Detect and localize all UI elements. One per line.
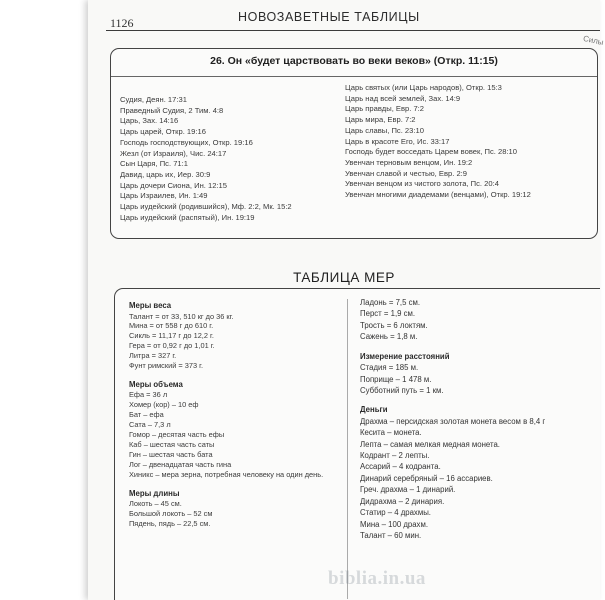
table-26-right-column (345, 83, 531, 201)
weight-section (129, 301, 323, 371)
list-item: Увенчан венцом из чистого золота, Пс. 20:4 (345, 179, 499, 189)
section-heading: Меры объема (129, 379, 183, 389)
list-item: Царь правды, Евр. 7:2 (345, 104, 425, 114)
list-item: Гера = от 0,92 г до 1,01 г. (129, 341, 215, 351)
list-item: Судия, Деян. 17:31 (120, 95, 187, 104)
list-item: Статир – 4 драхмы. (360, 508, 431, 518)
list-item: Мина – 100 драхм. (360, 519, 428, 529)
book-page (88, 0, 605, 600)
list-item: Ассарий – 4 кодранта. (360, 462, 441, 472)
list-item: Кодрант – 2 лепты. (360, 451, 430, 461)
list-item: Фунт римский = 373 г. (129, 361, 203, 371)
list-item: Пядень, пядь – 22,5 см. (129, 518, 211, 528)
running-head: НОВОЗАВЕТНЫЕ ТАБЛИЦЫ (238, 10, 420, 24)
list-item: Хиникс – мера зерна, потребная человеку на один день. (129, 469, 324, 479)
list-item: Талант – 60 мин. (360, 530, 422, 540)
column-divider (347, 299, 348, 599)
list-item: Сата – 7,3 л (129, 420, 171, 430)
money-section (360, 405, 545, 541)
measures-table-title: ТАБЛИЦА МЕР (293, 270, 395, 285)
list-item: Дидрахма – 2 динария. (360, 496, 445, 506)
list-item: Сикль = 11,17 г до 12,2 г. (129, 331, 214, 341)
list-item: Литра = 327 г. (129, 351, 177, 361)
volume-section (129, 380, 323, 480)
list-item: Ладонь = 7,5 см. (360, 298, 421, 307)
section-heading: Меры веса (129, 301, 172, 310)
list-item: Увенчан терновым венцом, Ин. 19:2 (345, 157, 473, 167)
list-item: Сын Царя, Пс. 71:1 (120, 159, 188, 169)
list-item: Перст = 1,9 см. (360, 309, 416, 319)
list-item: Греч. драхма – 1 динарий. (360, 485, 456, 495)
list-item: Каб – шестая часть саты (129, 439, 215, 449)
list-item: Большой локоть – 52 см (129, 509, 213, 518)
list-item: Господь будет восседать Царем вовек, Пс. 28:10 (345, 147, 518, 157)
list-item: Царь над всей землей, Зах. 14:9 (345, 93, 461, 103)
list-item: Царь в красоте Его, Ис. 33:17 (345, 136, 450, 146)
table-26-title: 26. Он «будет царствовать во веки веков» (Откр. 11:15) (210, 55, 498, 67)
section-heading: Деньги (360, 405, 388, 415)
page-number: 1126 (110, 16, 134, 30)
measures-right-column (360, 297, 545, 541)
list-item: Лог – двенадцатая часть гина (129, 459, 232, 469)
section-heading: Измерение расстояний (360, 351, 450, 361)
measures-left-column (129, 301, 323, 529)
list-item: Жезл (от Израиля), Чис. 24:17 (120, 148, 227, 158)
header-rule (106, 30, 600, 31)
list-item: Царь иудейский (распятый), Ин. 19:19 (120, 212, 255, 222)
list-item: Увенчан славой и честью, Евр. 2:9 (345, 168, 467, 178)
list-item: Царь, Зах. 14:16 (120, 116, 179, 126)
table-26-box (110, 48, 598, 239)
distance-section (360, 352, 545, 397)
list-item: Сажень = 1,8 м. (360, 332, 418, 342)
list-item: Динарий серебряный – 16 ассариев. (360, 473, 493, 483)
list-item: Господь господствующих, Откр. 19:16 (120, 137, 253, 147)
list-item: Трость = 6 локтям. (360, 320, 428, 330)
list-item: Давид, царь их, Иер. 30:9 (120, 169, 211, 179)
list-item: Царь мира, Евр. 7:2 (345, 115, 416, 125)
list-item: Царь дочери Сиона, Ин. 12:15 (120, 180, 227, 190)
list-item: Кесита – монета. (360, 428, 422, 438)
watermark: biblia.in.ua (328, 568, 426, 589)
section-heading: Меры длины (129, 488, 180, 498)
list-item: Поприще – 1 478 м. (360, 374, 432, 384)
list-item: Талант = от 33, 510 кг до 36 кг. (129, 311, 234, 321)
list-item: Царь иудейский (родившийся), Мф. 2:2, Мк. 15:2 (120, 202, 292, 212)
list-item: Стадия = 185 м. (360, 363, 419, 373)
list-item: Субботний путь = 1 км. (360, 385, 444, 395)
list-item: Мина = от 558 г до 610 г. (129, 321, 214, 331)
length-section (129, 489, 323, 529)
list-item: Ефа = 36 л (129, 390, 168, 400)
list-item: Лепта – самая мелкая медная монета. (360, 439, 500, 449)
list-item: Праведный Судия, 2 Тим. 4:8 (120, 105, 224, 115)
list-item: Царь царей, Откр. 19:16 (120, 127, 206, 137)
list-item: Хомер (кор) – 10 еф (129, 400, 199, 410)
list-item: Гин – шестая часть бата (129, 449, 213, 459)
list-item: Локоть – 45 см. (129, 499, 182, 509)
length-continued-section (360, 297, 545, 343)
list-item: Бат – ефа (129, 410, 164, 420)
side-tab: Силы (582, 33, 605, 48)
list-item: Гомор – десятая часть ефы (129, 430, 225, 440)
list-item: Царь Израилев, Ин. 1:49 (120, 191, 208, 201)
list-item: Царь славы, Пс. 23:10 (345, 125, 424, 135)
table-26-left-column (120, 95, 292, 223)
list-item: Увенчан многими диадемами (венцами), Откр. 19:12 (345, 190, 531, 200)
table-26-titlebar (111, 49, 597, 77)
list-item: Царь святых (или Царь народов), Откр. 15:3 (345, 83, 502, 92)
list-item: Драхма – персидская золотая монета весом в 8,4 г (360, 416, 546, 426)
measures-table-box (114, 288, 600, 600)
